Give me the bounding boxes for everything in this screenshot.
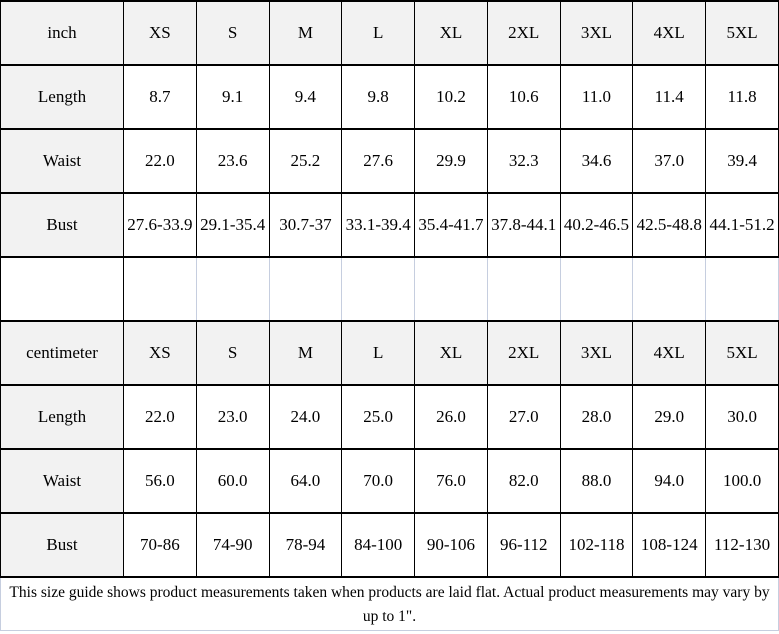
size-header-cell: XL <box>415 1 488 65</box>
measurement-value-cell: 34.6 <box>560 129 633 193</box>
measurement-value-cell: 96-112 <box>487 513 560 577</box>
size-header-cell: S <box>196 1 269 65</box>
measurement-row <box>1 385 779 449</box>
measurement-value-cell: 39.4 <box>706 129 779 193</box>
measurement-value-cell: 44.1-51.2 <box>706 193 779 257</box>
measurement-value-cell: 100.0 <box>706 449 779 513</box>
measurement-value-cell: 9.8 <box>342 65 415 129</box>
size-header-cell: 4XL <box>633 321 706 385</box>
measurement-value-cell: 88.0 <box>560 449 633 513</box>
measurement-value-cell: 27.0 <box>487 385 560 449</box>
size-header-cell: M <box>269 1 342 65</box>
size-header-cell: M <box>269 321 342 385</box>
measurement-row <box>1 129 779 193</box>
spacer-cell <box>487 257 560 321</box>
measurement-row <box>1 65 779 129</box>
measurement-value-cell: 29.9 <box>415 129 488 193</box>
spacer-cell <box>342 257 415 321</box>
measurement-value-cell: 9.4 <box>269 65 342 129</box>
measurement-value-cell: 70-86 <box>124 513 197 577</box>
spacer-cell <box>1 257 124 321</box>
size-header-cell: XS <box>124 321 197 385</box>
measurement-value-cell: 25.2 <box>269 129 342 193</box>
measurement-value-cell: 84-100 <box>342 513 415 577</box>
size-header-cell: 5XL <box>706 1 779 65</box>
measurement-value-cell: 23.0 <box>196 385 269 449</box>
size-header-cell: XL <box>415 321 488 385</box>
measurement-value-cell: 74-90 <box>196 513 269 577</box>
measurement-label-cell: Bust <box>1 193 124 257</box>
measurement-value-cell: 11.4 <box>633 65 706 129</box>
measurement-value-cell: 27.6-33.9 <box>124 193 197 257</box>
size-header-cell: L <box>342 1 415 65</box>
spacer-cell <box>706 257 779 321</box>
measurement-value-cell: 37.8-44.1 <box>487 193 560 257</box>
measurement-value-cell: 56.0 <box>124 449 197 513</box>
measurement-value-cell: 76.0 <box>415 449 488 513</box>
measurement-label-cell: Length <box>1 385 124 449</box>
measurement-value-cell: 94.0 <box>633 449 706 513</box>
measurement-value-cell: 42.5-48.8 <box>633 193 706 257</box>
measurement-value-cell: 30.7-37 <box>269 193 342 257</box>
measurement-value-cell: 23.6 <box>196 129 269 193</box>
size-header-cell: 3XL <box>560 321 633 385</box>
measurement-value-cell: 27.6 <box>342 129 415 193</box>
measurement-value-cell: 112-130 <box>706 513 779 577</box>
measurement-value-cell: 28.0 <box>560 385 633 449</box>
measurement-value-cell: 33.1-39.4 <box>342 193 415 257</box>
measurement-row <box>1 513 779 577</box>
measurement-value-cell: 10.6 <box>487 65 560 129</box>
measurement-label-cell: Bust <box>1 513 124 577</box>
size-header-cell: L <box>342 321 415 385</box>
measurement-value-cell: 82.0 <box>487 449 560 513</box>
measurement-value-cell: 9.1 <box>196 65 269 129</box>
measurement-value-cell: 90-106 <box>415 513 488 577</box>
size-header-cell: S <box>196 321 269 385</box>
measurement-value-cell: 22.0 <box>124 385 197 449</box>
spacer-cell <box>124 257 197 321</box>
spacer-cell <box>633 257 706 321</box>
size-header-cell: 3XL <box>560 1 633 65</box>
size-header-cell: 4XL <box>633 1 706 65</box>
measurement-value-cell: 11.0 <box>560 65 633 129</box>
unit-header-cell: centimeter <box>1 321 124 385</box>
measurement-value-cell: 32.3 <box>487 129 560 193</box>
measurement-label-cell: Waist <box>1 129 124 193</box>
size-header-cell: 2XL <box>487 321 560 385</box>
unit-header-cell: inch <box>1 1 124 65</box>
measurement-value-cell: 24.0 <box>269 385 342 449</box>
spacer-cell <box>415 257 488 321</box>
measurement-value-cell: 8.7 <box>124 65 197 129</box>
measurement-label-cell: Length <box>1 65 124 129</box>
measurement-value-cell: 25.0 <box>342 385 415 449</box>
measurement-value-cell: 60.0 <box>196 449 269 513</box>
spacer-cell <box>269 257 342 321</box>
size-header-cell: XS <box>124 1 197 65</box>
measurement-value-cell: 22.0 <box>124 129 197 193</box>
size-table-body <box>1 1 779 577</box>
measurement-value-cell: 29.0 <box>633 385 706 449</box>
size-header-cell: 2XL <box>487 1 560 65</box>
measurement-value-cell: 29.1-35.4 <box>196 193 269 257</box>
measurement-value-cell: 40.2-46.5 <box>560 193 633 257</box>
measurement-value-cell: 37.0 <box>633 129 706 193</box>
measurement-value-cell: 11.8 <box>706 65 779 129</box>
measurement-value-cell: 30.0 <box>706 385 779 449</box>
spacer-cell <box>196 257 269 321</box>
measurement-row <box>1 449 779 513</box>
measurement-value-cell: 64.0 <box>269 449 342 513</box>
measurement-value-cell: 10.2 <box>415 65 488 129</box>
spacer-cell <box>560 257 633 321</box>
inch-header-row <box>1 1 779 65</box>
measurement-value-cell: 35.4-41.7 <box>415 193 488 257</box>
measurement-label-cell: Waist <box>1 449 124 513</box>
centimeter-header-row <box>1 321 779 385</box>
measurement-value-cell: 78-94 <box>269 513 342 577</box>
measurement-value-cell: 70.0 <box>342 449 415 513</box>
measurement-row <box>1 193 779 257</box>
measurement-value-cell: 102-118 <box>560 513 633 577</box>
size-guide-note: This size guide shows product measurements taken when products are laid flat. Actual product measurements may vary by up to 1". <box>0 578 779 631</box>
spacer-row <box>1 257 779 321</box>
measurement-value-cell: 26.0 <box>415 385 488 449</box>
measurement-value-cell: 108-124 <box>633 513 706 577</box>
size-header-cell: 5XL <box>706 321 779 385</box>
